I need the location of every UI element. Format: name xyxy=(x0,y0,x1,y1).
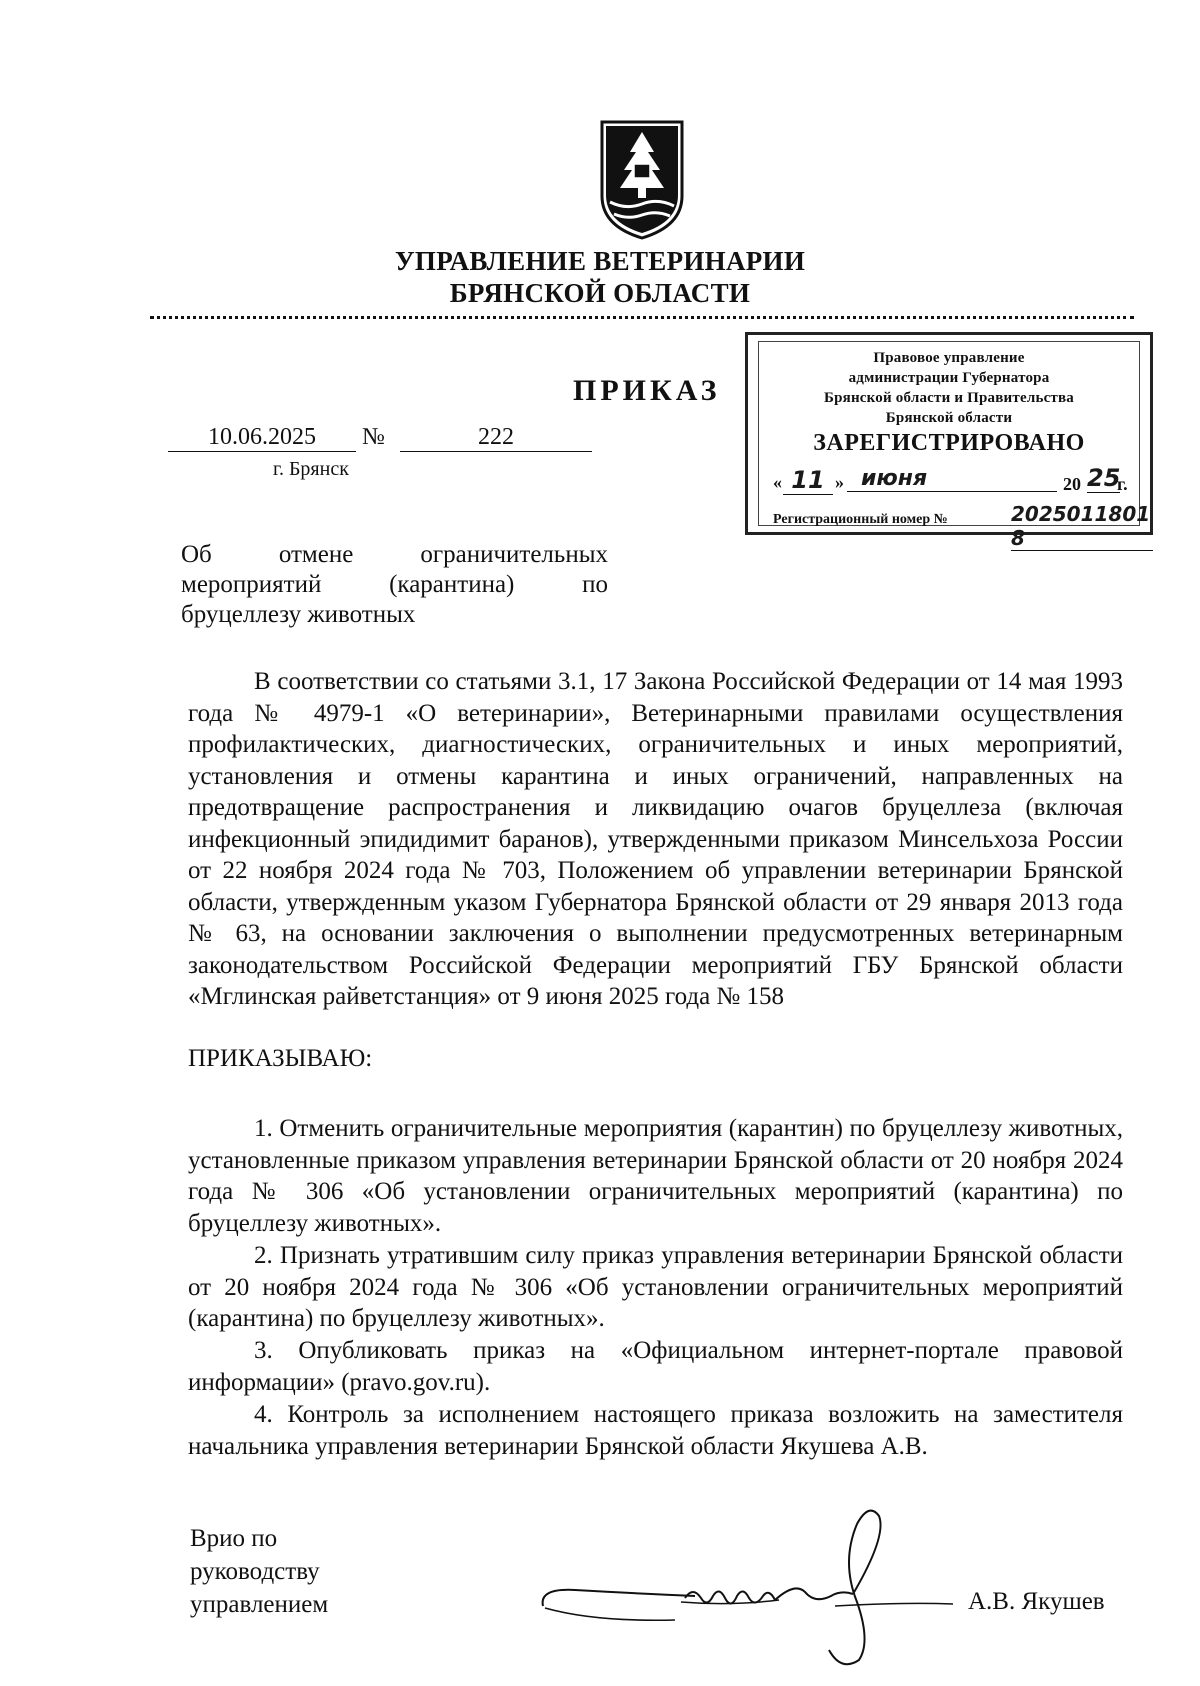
stamp-month: июня xyxy=(847,466,1057,492)
signer-position xyxy=(190,1522,410,1621)
order-item-3: 3. Опубликовать приказ на «Официальном интернет-портале правовой информации» (pravo.gov.ru). xyxy=(188,1337,1123,1396)
stamp-inner-frame xyxy=(758,341,1151,550)
header-divider xyxy=(150,316,1134,319)
stamp-year-suffix: 25 xyxy=(1087,464,1121,492)
order-date: 10.06.2025 xyxy=(168,424,356,452)
stamp-line-2: администрации Губернатора xyxy=(848,370,1050,386)
stamp-line-1: Правовое управление xyxy=(873,350,1025,366)
stamp-quote-close: » xyxy=(835,472,844,492)
stamp-day: 11 xyxy=(783,466,833,495)
stamp-registration-row xyxy=(773,502,1153,550)
order-preamble: В соответствии со статьями 3.1, 17 Закона Российской Федерации от 14 мая 1993 года № 4979-1 «О ветеринарии», Ветеринарными правилами осуществления профилактических, диагностических, ограничительных и иных мероприятий, установления и отмены карантина и иных ограничений, направленных на предотвращение распространения и ликвидацию очагов бруцеллеза (включая инфекционный эпидидимит баранов), утвержденными приказом Минсельхоза России от 22 ноября 2024 года № 703, Положением об управлении ветеринарии Брянской области, утвержденным указом Губернатора Брянской области от 29 января 2013 года № 63, на основании заключения о выполнении предусмотренных ветеринарным законодательством Российской Федерации мероприятий ГБУ Брянской области «Мглинская райветстанция» от 9 июня 2025 года № 158 xyxy=(188,668,1123,1010)
stamp-quote-open: « xyxy=(773,472,782,492)
stamp-year-g: г. xyxy=(1117,474,1128,494)
organization-name-line-1: УПРАВЛЕНИЕ ВЕТЕРИНАРИИ xyxy=(394,246,806,276)
order-item-1: 1. Отменить ограничительные мероприятия (карантин) по бруцеллезу животных, установленные приказом управления ветеринарии Брянской области от 20 ноября 2024 года № 306 «Об установлении ограничительных мероприятий (карантина) по бруцеллезу животных». xyxy=(188,1115,1123,1237)
stamp-line-4: Брянской области xyxy=(885,410,1013,426)
order-item-2: 2. Признать утратившим силу приказ управления ветеринарии Брянской области от 20 ноября 2024 года № 306 «Об установлении ограничительных мероприятий (карантина) по бруцеллезу животных». xyxy=(188,1242,1123,1332)
stamp-line-3: Брянской области и Правительства xyxy=(823,390,1075,406)
order-number: 222 xyxy=(400,424,592,452)
organization-name-line-2: БРЯНСКОЙ ОБЛАСТИ xyxy=(449,278,751,308)
order-directive: ПРИКАЗЫВАЮ: xyxy=(188,1045,373,1072)
order-number-label: № xyxy=(362,424,385,450)
coat-of-arms-icon xyxy=(596,118,688,242)
signer-name: А.В. Якушев xyxy=(968,1588,1105,1615)
stamp-date-row xyxy=(773,466,1143,496)
stamp-registration-number: 2025011801 8 xyxy=(1011,502,1153,551)
order-item-4: 4. Контроль за исполнением настоящего приказа возложить на заместителя начальника управления ветеринарии Брянской области Якушева А.В. xyxy=(188,1401,1123,1460)
signer-position-line-1: Врио по xyxy=(190,1525,278,1552)
order-subject: Об отмене ограничительных мероприятий (карантина) по бруцеллезу животных xyxy=(181,541,608,628)
stamp-registered-label: ЗАРЕГИСТРИРОВАНО xyxy=(813,430,1085,456)
document-title: ПРИКАЗ xyxy=(573,374,721,407)
signer-position-line-3: управлением xyxy=(190,1591,329,1618)
stamp-registration-label: Регистрационный номер № xyxy=(773,512,948,527)
signer-position-line-2: руководству xyxy=(190,1558,320,1585)
stamp-year-prefix: 20 xyxy=(1063,474,1081,494)
order-city: г. Брянск xyxy=(273,458,349,480)
handwritten-signature-icon xyxy=(535,1502,955,1672)
registration-stamp xyxy=(745,332,1153,550)
